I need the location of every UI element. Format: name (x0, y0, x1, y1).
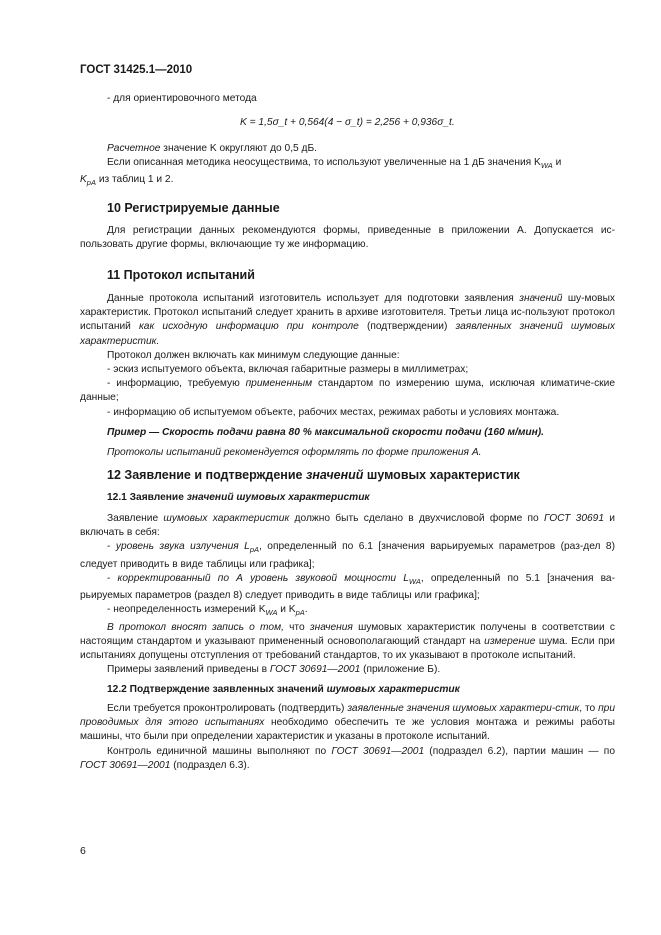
method-intro: - для ориентировочного метода (107, 93, 257, 104)
subsection-12-1-body: Заявление шумовых характеристик должно быть сделано в двухчисловой форме по ГОСТ 30691 и включать в себя: - уровень звука излучения $L_{pA}$, определенный по 6.1 [значения варьируемых параметров (раз-дел 8) следует приводить в виде таблицы или графика]; - корректированный по А уровень звуковой мощности $L_{WA}$, определенный по 5.1 [значения ва-рьируемых параметров (раздел 8) следует приводить в виде таблицы или графика]; - неопределенность измерений $K_{WA}$ и $K_{pA}$. В протокол вносят запись о том, что значения шумовых характеристик получены в соответствии с настоящим стандартом и указывают примененный основополагающий стандарт на измерение шума. Если при испытаниях допущены отступления от требований стандартов, то их указывают в протоколе испытаний. Примеры заявлений приведены в ГОСТ 30691—2001 (приложение Б). (80, 513, 616, 676)
section-11-title: 11 Протокол испытаний (107, 268, 255, 282)
section-12-title: 12 Заявление и подтверждение значений шумовых характеристик (107, 468, 520, 482)
subsection-12-1-title: 12.1 Заявление значений шумовых характеристик (107, 492, 370, 503)
subsection-12-2-body: Если требуется проконтролировать (подтвердить) заявленные значения шумовых характери-стик, то при проводимых для этого испытаниях необходимо обеспечить те же условия монтажа и режимы работы машины, что были при определении характеристик и указаны в протоколе испытаний. Контроль единичной машины выполняют по ГОСТ 30691—2001 (подраздел 6.2), партии машин — по ГОСТ 30691—2001 (подраздел 6.3). (80, 703, 616, 771)
page-number: 6 (80, 845, 86, 857)
section-10-title: 10 Регистрируемые данные (107, 201, 280, 215)
document-code: ГОСТ 31425.1—2010 (80, 64, 193, 76)
example: Пример — Скорость подачи равна 80 % максимальной скорости подачи (160 м/мин). (107, 426, 545, 438)
section-11-body: Данные протокола испытаний изготовитель использует для подготовки заявления значений шу-мовых характеристик. Протокол испытаний следует хранить в архиве изготовителя. Третьи лица ис-пользуют протокол испытаний как исходную информацию при контроле (подтверждении) заявленных значений шумовых характеристик. Протокол должен включать как минимум следующие данные: - эскиз испытуемого объекта, включая габаритные размеры в миллиметрах; - информацию, требуемую примененным стандартом по измерению шума, исключая климатиче-ские данные; - информацию об испытуемом объекте, рабочих местах, режимах работы и условиях монтажа. Пример — Скорость подачи равна 80 % максимальной скорости подачи (160 м/мин). Протоколы испытаний рекомендуется оформлять по форме приложения А. (80, 292, 615, 460)
rounding-text: Расчетное значение K округляют до 0,5 дБ. Если описанная методика неосуществима, то используют увеличенные на 1 дБ значения $K_{WA}$ и $K_{pA}$ из таблиц 1 и 2. (80, 143, 562, 188)
subsection-12-2-title: 12.2 Подтверждение заявленных значений шумовых характеристик (107, 684, 460, 695)
note: Протоколы испытаний рекомендуется оформлять по форме приложения А. (107, 447, 482, 459)
formula: K = 1,5σ_t + 0,564(4 − σ_t) = 2,256 + 0,936σ_t. (240, 117, 455, 128)
section-10-body: Для регистрации данных рекомендуются формы, приведенные в приложении А. Допускается ис-пользовать другие формы, включающие ту же информацию. (80, 225, 615, 251)
